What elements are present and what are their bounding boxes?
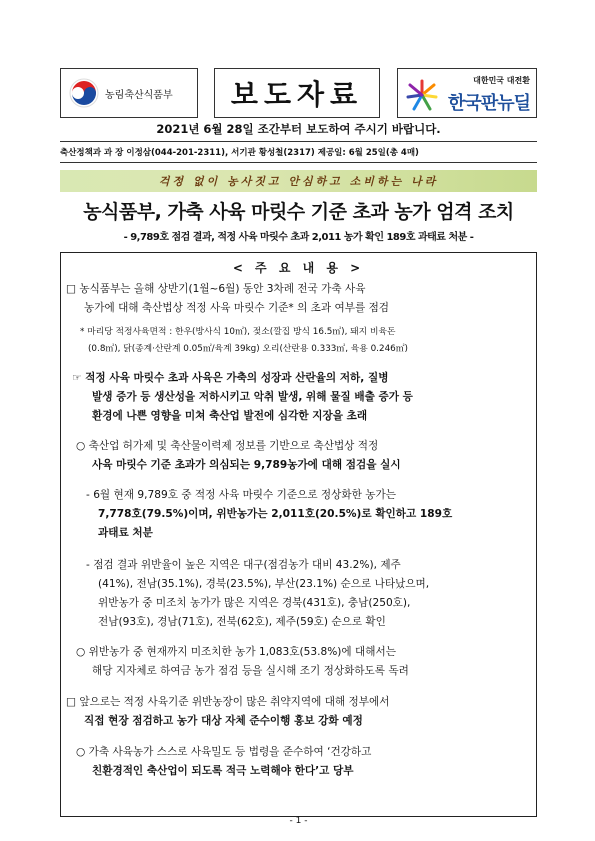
body-line: ○ 축산업 허가제 및 축산물이력제 정보를 기반으로 축산법상 적정 [76,440,379,452]
body-line: 농가에 대해 축산법상 적정 사육 마릿수 기준* 의 초과 여부를 점검 [84,302,390,314]
footnote-line: * 마리당 적정사육면적 : 한우(방사식 10㎡), 젖소(깔집 방식 16.5㎡), 돼지 비육돈 [80,327,396,337]
body-line: 해당 지자체로 하여금 농가 점검 등을 실시해 조기 정상화하도록 독려 [92,665,409,677]
body-line: (41%), 전남(35.1%), 경북(23.5%), 부산(23.1%) 순으로 나타났으며, [98,578,430,590]
body-line: ○ 위반농가 중 현재까지 미조치한 농가 1,083호(53.8%)에 대해서는 [76,646,396,658]
body-line: 사육 마릿수 기준 초과가 의심되는 9,789농가에 대해 점검을 실시 [92,459,401,471]
taegeuk-emblem-icon [69,78,99,108]
slogan-text: 걱정 없이 농사짓고 안심하고 소비하는 나라 [158,175,439,188]
slogan-banner [60,170,537,192]
body-line: 발생 증가 등 생산성을 저하시키고 악취 발생, 위해 물질 배출 증가 등 [92,391,413,403]
body-line: 직접 현장 점검하고 농가 대상 자체 준수이행 홍보 강화 예정 [84,715,363,727]
body-line: - 점검 결과 위반율이 높은 지역은 대구(점검농가 대비 43.2%), 제주 [86,559,401,571]
body-line: 위반농가 중 미조치 농가가 많은 지역은 경북(431호), 충남(250호), [98,597,411,609]
body-line: - 6월 현재 9,789호 중 적정 사육 마릿수 기준으로 정상화한 농가는 [86,489,396,501]
embargo-notice: 2021년 6월 28일 조간부터 보도하여 주시기 바랍니다. [156,122,441,136]
divider [60,162,537,163]
press-release-title: 보도자료 [230,78,364,111]
body-line: 전남(93호), 경남(71호), 전북(62호), 제주(59호) 순으로 확인 [98,616,386,628]
body-line: 환경에 나쁜 영향을 미쳐 축산업 발전에 심각한 지장을 초래 [92,410,368,422]
ministry-logo [60,68,198,118]
korean-new-deal-logo [397,68,537,118]
ministry-name: 농림축산식품부 [105,89,173,101]
footnote-line: (0.8㎡), 닭(종계·산란계 0.05㎡/육계 39kg) 오리(산란용 0.333㎡, 육용 0.246㎡) [88,344,408,354]
divider [60,141,537,142]
brand-tagline: 대한민국 대전환 [473,76,530,85]
brand-name: 한국판뉴딜 [448,93,530,114]
new-deal-burst-icon [406,79,438,111]
headline: 농식품부, 가축 사육 마릿수 기준 초과 농가 엄격 조치 [83,201,514,223]
body-line: □ 앞으로는 적정 사육기준 위반농장이 많은 취약지역에 대해 정부에서 [66,696,390,708]
section-heading: < 주 요 내 용 > [232,261,365,275]
subheadline: - 9,789호 점검 결과, 적정 사육 마릿수 초과 2,011 농가 확인 189호 과태료 처분 - [123,232,474,243]
press-release-title-box [214,68,380,118]
body-line: 7,778호(79.5%)이며, 위반농가는 2,011호(20.5%)로 확인하고 189호 [98,508,453,520]
body-line: 과태료 처분 [98,527,153,539]
body-line: □ 농식품부는 올해 상반기(1월~6월) 동안 3차례 전국 가축 사육 [66,283,366,295]
body-line: ☞ 적정 사육 마릿수 초과 사육은 가축의 성장과 산란율의 저하, 질병 [72,372,389,384]
body-line: ○ 가축 사육농가 스스로 사육밀도 등 법령을 준수하여 ‘건강하고 [76,746,372,758]
body-line: 친환경적인 축산업이 되도록 적극 노력해야 한다’고 당부 [92,765,354,777]
page-number: - 1 - [289,816,308,826]
contact-info: 축산정책과 과 장 이정삼(044-201-2311), 서기관 황성철(2317) 제공일: 6월 25일(총 4매) [60,148,419,158]
